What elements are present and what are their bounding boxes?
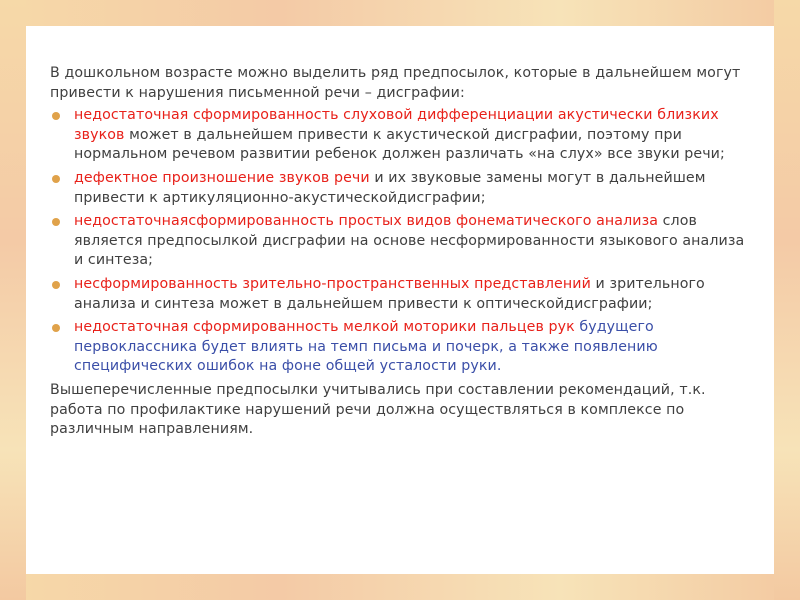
list-item-highlight: несформированность зрительно-пространственных представлений: [74, 275, 591, 292]
list-item-text: и зрительного анализа и синтеза может в дальнейшем привести к оптическойдисграфии;: [74, 275, 705, 312]
list-item-text: слов является предпосылкой дисграфии на основе несформированности языкового анализа и синтеза;: [74, 213, 745, 269]
frame-border-bottom: [0, 574, 800, 600]
bullet-icon: [52, 324, 60, 332]
frame-border-right: [774, 0, 800, 600]
list-item: [50, 169, 750, 208]
frame-border-left: [0, 0, 26, 600]
list-item: [50, 106, 750, 165]
outro-paragraph: Вышеперечисленные предпосылки учитывались при составлении рекомендаций, т.к. работа по профилактике нарушений речи должна осуществляться в комплексе по различным направлениям.: [50, 381, 706, 438]
prerequisites-list: [50, 106, 750, 377]
list-item-highlight: недостаточная сформированность мелкой моторики пальцев рук: [74, 319, 575, 336]
list-item-text: и их звуковые замены могут в дальнейшем привести к артикуляционно-акустическойдисграфии;: [74, 169, 706, 206]
bullet-icon: [52, 112, 60, 120]
list-item: [50, 212, 750, 271]
list-item-highlight: недостаточнаясформированность простых видов фонематического анализа: [74, 213, 659, 230]
slide-page: [26, 26, 774, 574]
bullet-icon: [52, 175, 60, 183]
bullet-icon: [52, 218, 60, 226]
list-item-highlight: дефектное произношение звуков речи: [74, 169, 370, 186]
frame-border-top: [0, 0, 800, 26]
list-item-text: может в дальнейшем привести к акустической дисграфии, поэтому при нормальном речевом развитии ребенок должен различать «на слух» все звуки речи;: [74, 126, 725, 163]
list-item-highlight: недостаточная сформированность слуховой дифференциации акустически близких звуков: [74, 107, 719, 143]
slide-content: [50, 64, 750, 440]
list-item: [50, 318, 750, 377]
list-item: [50, 275, 750, 314]
list-item-text: будущего первоклассника будет влиять на темп письма и почерк, а также появлению специфических ошибок на фоне общей усталости руки.: [74, 319, 658, 375]
intro-paragraph: В дошкольном возрасте можно выделить ряд предпосылок, которые в дальнейшем могут привести к нарушения письменной речи – дисграфии:: [50, 65, 741, 101]
bullet-icon: [52, 281, 60, 289]
